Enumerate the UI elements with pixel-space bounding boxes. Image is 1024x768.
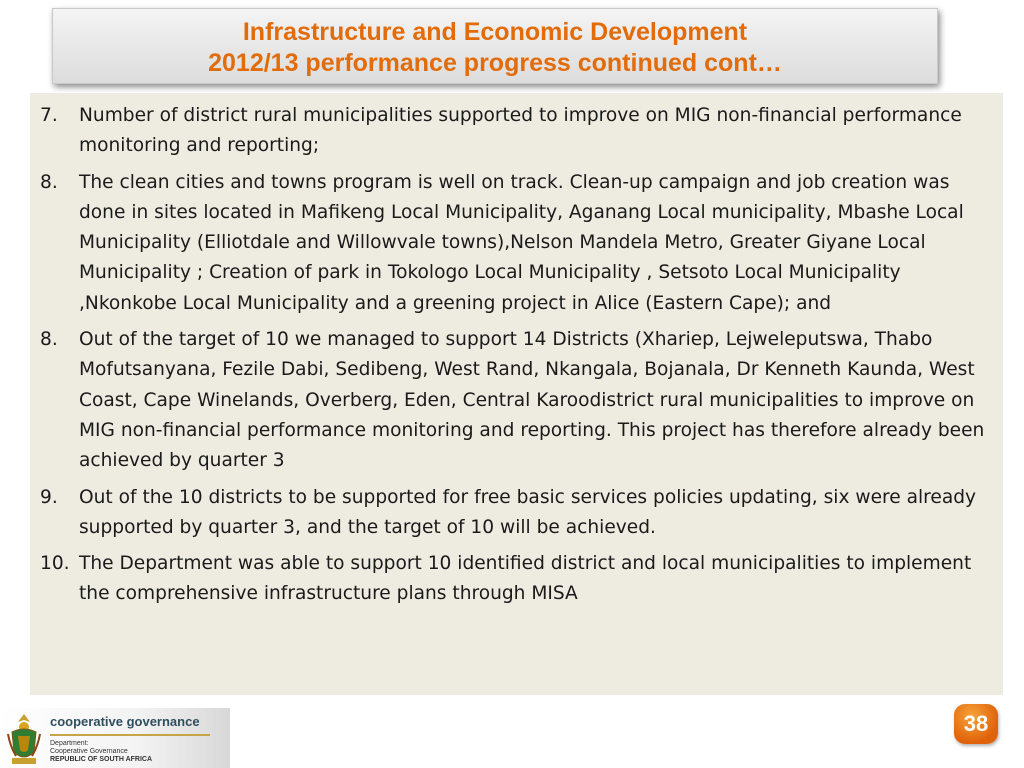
item-text: Number of district rural municipalities supported to improve on MIG non-financial performance monitoring and reporting; bbox=[79, 105, 962, 157]
slide-title bbox=[52, 8, 938, 84]
list-item bbox=[40, 325, 995, 476]
logo-divider bbox=[50, 734, 210, 736]
item-number: 8. bbox=[40, 171, 58, 193]
item-number: 9. bbox=[40, 486, 58, 508]
list-item bbox=[40, 483, 995, 544]
dept-label: Department: bbox=[50, 740, 89, 747]
item-text: Out of the 10 districts to be supported for free basic services policies updating, six were already supported by quarter 3, and the target of 10 will be achieved. bbox=[79, 486, 977, 538]
page-number-badge: 38 bbox=[954, 704, 998, 744]
item-text: Out of the target of 10 we managed to support 14 Districts (Xhariep, Lejweleputswa, Thabo Mofutsanyana, Fezile Dabi, Sedibeng, West Rand, Nkangala, Bojanala, Dr Kenneth Kaunda, West Coast, Cape Winelands, Overberg, Eden, Central Karoodistrict rural municipalities to improve on MIG non-financial performance monitoring and reporting. This project has therefore already been achieved by quarter 3 bbox=[79, 329, 985, 472]
item-number: 10. bbox=[40, 553, 70, 575]
title-line-2: 2012/13 performance progress continued cont… bbox=[208, 49, 782, 77]
item-number: 8. bbox=[40, 329, 58, 351]
list-item bbox=[40, 101, 995, 162]
list-item bbox=[40, 168, 995, 319]
dept-name: Cooperative Governance bbox=[50, 748, 128, 755]
department-logo bbox=[0, 708, 230, 768]
logo-wordmark: cooperative governance bbox=[50, 714, 200, 729]
item-number: 7. bbox=[40, 105, 58, 126]
item-text: The Department was able to support 10 identified district and local municipalities to implement the comprehensive infrastructure plans through MISA bbox=[79, 553, 972, 605]
country-name: REPUBLIC OF SOUTH AFRICA bbox=[50, 756, 153, 763]
coat-of-arms-icon bbox=[4, 712, 44, 768]
item-text: The clean cities and towns program is well on track. Clean-up campaign and job creation was done in sites located in Mafikeng Local Municipality, Aganang Local municipality, Mbashe Local Municipality (Elliotdale and Willowvale towns),Nelson Mandela Metro, Greater Giyane Local Municipality ; Creation of park in Tokologo Local Municipality , Setsoto Local Municipality ,Nkonkobe Local Municipality and a greening project in Alice (Eastern Cape); and bbox=[79, 171, 964, 314]
content-panel bbox=[30, 93, 1003, 695]
list-item bbox=[40, 549, 995, 610]
title-line-1: Infrastructure and Economic Development bbox=[242, 18, 748, 46]
